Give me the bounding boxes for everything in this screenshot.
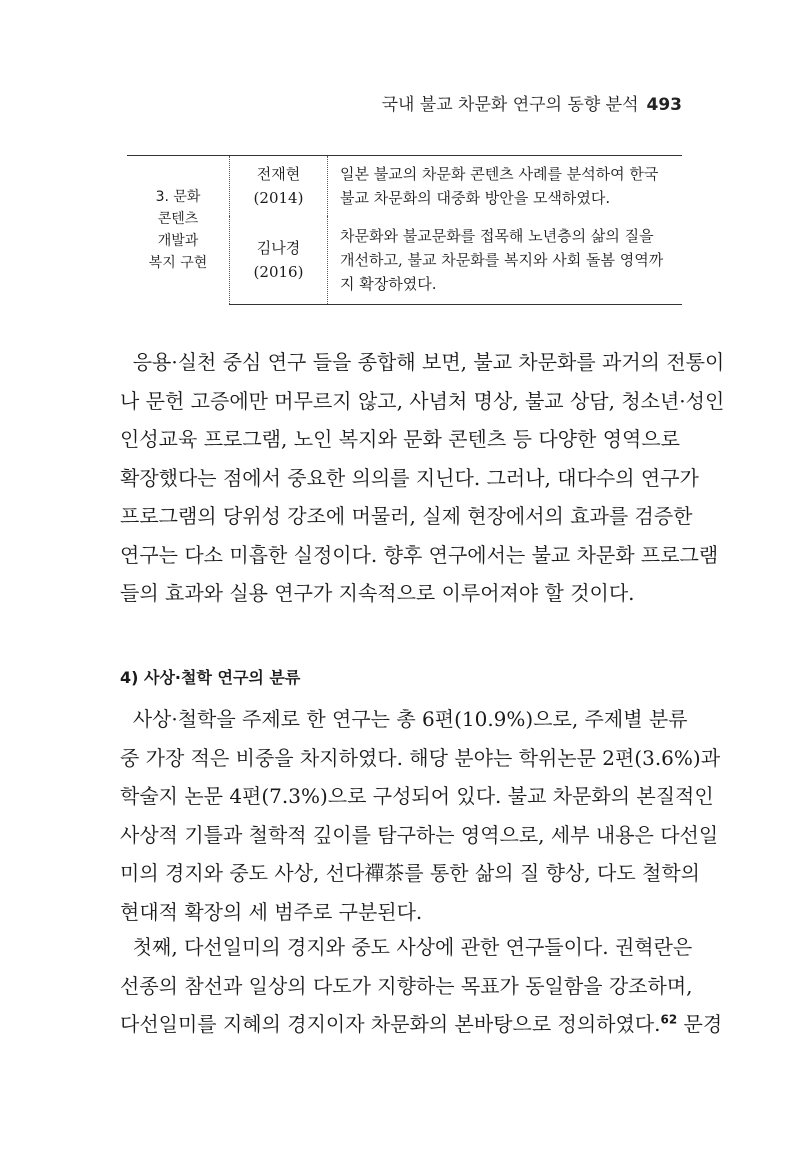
- running-title: 국내 불교 차문화 연구의 동향 분석: [381, 95, 639, 115]
- text-line: 선종의 참선과 일상의 다도가 지향하는 목표가 동일함을 강조하며,: [120, 973, 693, 998]
- text-line: 인성교육 프로그램, 노인 복지와 문화 콘텐츠 등 다양한 영역으로: [120, 427, 680, 451]
- category-line: 복지 구현: [148, 255, 208, 272]
- text-line: 응용·실천 중심 연구 들을 종합해 보면, 불교 차문화를 과거의 전통이: [120, 350, 725, 374]
- text-line: 학술지 논문 4편(7.3%)으로 구성되어 있다. 불교 차문화의 본질적인: [120, 784, 714, 808]
- description-line: 불교 차문화의 대중화 방안을 모색하였다.: [340, 189, 611, 207]
- paragraph-thought-philosophy: [120, 700, 721, 931]
- page-number: 493: [646, 95, 682, 115]
- text-segment: 다선일미를 지혜의 경지이자 차문화의 본바탕으로 정의하였다.: [120, 1012, 661, 1036]
- author-cell: [230, 216, 328, 305]
- description-line: 지 확장하였다.: [340, 275, 437, 293]
- description-cell: [328, 156, 683, 217]
- text-segment: 문경: [677, 1012, 723, 1036]
- author-name: 김나경: [256, 239, 301, 257]
- description-line: 일본 불교의 차문화 콘텐츠 사례를 분석하여 한국: [340, 165, 659, 183]
- author-year: (2016): [253, 263, 304, 281]
- text-line: 사상·철학을 주제로 한 연구는 총 6편(10.9%)으로, 주제별 분류: [120, 707, 688, 731]
- description-cell: [328, 216, 683, 305]
- text-line: 사상적 기틀과 철학적 깊이를 탐구하는 영역으로, 세부 내용은 다선일: [120, 822, 719, 847]
- paragraph-first-category: [120, 928, 723, 1044]
- footnote-marker[interactable]: 62: [660, 1012, 678, 1027]
- author-name: 전재현: [256, 165, 301, 183]
- section-heading: 4) 사상·철학 연구의 분류: [120, 668, 301, 687]
- category-cell: [127, 156, 230, 305]
- text-line: 첫째, 다선일미의 경지와 중도 사상에 관한 연구들이다. 권혁란은: [120, 935, 693, 959]
- paragraph-summary: [120, 343, 725, 613]
- author-cell: [230, 156, 328, 217]
- description-line: 차문화와 불교문화를 접목해 노년층의 삶의 질을: [340, 227, 654, 245]
- text-line: 미의 경지와 중도 사상, 선다禪茶를 통한 삶의 질 향상, 다도 철학의: [120, 861, 700, 885]
- category-line: 콘텐츠: [157, 211, 199, 228]
- text-line: 확장했다는 점에서 중요한 의의를 지닌다. 그러나, 대다수의 연구가: [120, 465, 699, 490]
- running-header: [0, 90, 682, 115]
- table-row: [127, 156, 682, 217]
- text-line: [120, 1005, 723, 1044]
- text-line: 프로그램의 당위성 강조에 머물러, 실제 현장에서의 효과를 검증한: [120, 504, 693, 528]
- text-line: 현대적 확장의 세 범주로 구분된다.: [120, 899, 423, 924]
- text-line: 나 문헌 고증에만 머무르지 않고, 사념처 명상, 불교 상담, 청소년·성인: [120, 388, 725, 413]
- description-line: 개선하고, 불교 차문화를 복지와 사회 돌봄 영역까: [340, 251, 664, 269]
- text-line: 들의 효과와 실용 연구가 지속적으로 이루어져야 할 것이다.: [120, 581, 635, 605]
- author-year: (2014): [253, 189, 304, 207]
- study-table: [127, 155, 682, 305]
- text-line: 중 가장 적은 비중을 차지하였다. 해당 분야는 학위논문 2편(3.6%)과: [120, 745, 721, 770]
- category-line: 개발과: [157, 233, 199, 250]
- text-line: 연구는 다소 미흡한 실정이다. 향후 연구에서는 불교 차문화 프로그램: [120, 542, 719, 567]
- category-line: 3. 문화: [155, 189, 201, 206]
